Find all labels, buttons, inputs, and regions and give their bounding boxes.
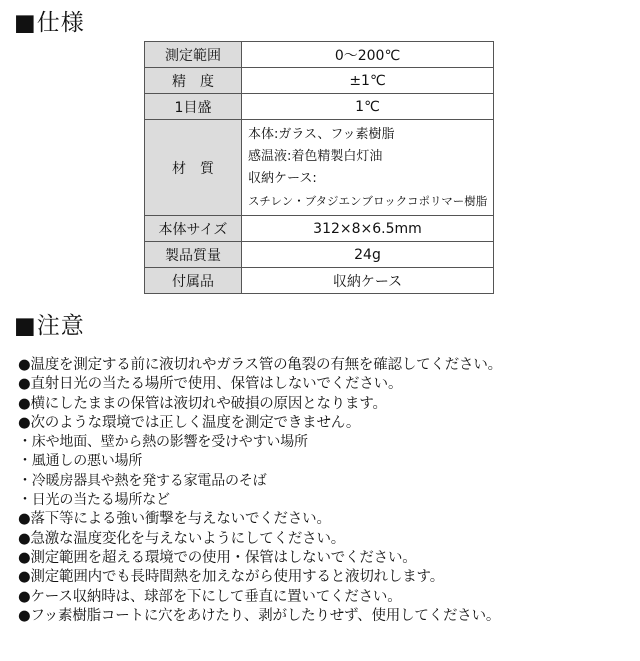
spec-row-size [145,216,494,242]
note-subitem: ・床や地面、壁から熱の影響を受けやすい場所 [18,434,308,451]
note-subitem: ・風通しの悪い場所 [18,453,143,470]
spec-row-accuracy [145,68,494,94]
note-item: ●次のような環境では正しく温度を測定できません。 [18,414,361,431]
spec-table [144,41,494,294]
spec-row-material [145,120,494,216]
spec-value: 1℃ [242,94,494,120]
notes-list [18,356,634,626]
spec-section-title: ■仕様 [14,10,85,36]
note-item: ●温度を測定する前に液切れやガラス管の亀裂の有無を確認してください。 [18,357,502,373]
material-line: 感温液:着色精製白灯油 [248,148,383,164]
spec-label: 付属品 [145,268,242,294]
spec-value: 収納ケース [242,268,494,294]
spec-value: 24g [242,242,494,268]
spec-label: 測定範囲 [145,42,242,68]
note-item: ●ケース収納時は、球部を下にして垂直に置いてください。 [18,588,402,605]
spec-row-scale [145,94,494,120]
material-line: スチレン・ブタジエンブロックコポリマー樹脂 [248,193,488,208]
note-subitem: ・冷暖房器具や熱を発する家電品のそば [18,472,267,489]
spec-label: 材 質 [145,120,242,216]
note-item: ●直射日光の当たる場所で使用、保管はしないでください。 [18,376,403,393]
note-item: ●フッ素樹脂コートに穴をあけたり、剥がしたりせず、使用してください。 [18,607,501,624]
spec-label: 製品質量 [145,242,242,268]
notes-section-title: ■注意 [14,313,85,339]
note-subitem: ・日光の当たる場所など [18,492,170,509]
spec-label: 1目盛 [145,94,242,120]
spec-row-accessory [145,268,494,294]
spec-value: 0～200℃ [242,42,494,68]
note-item: ●横にしたままの保管は液切れや破損の原因となります。 [18,395,387,412]
spec-value: ±1℃ [242,68,494,94]
spec-row-range [145,42,494,68]
material-line: 収納ケース: [248,170,317,186]
spec-label: 本体サイズ [145,216,242,242]
note-item: ●測定範囲内でも長時間熱を加えながら使用すると液切れします。 [18,569,444,586]
spec-value: 312×8×6.5mm [242,216,494,242]
note-item: ●急激な温度変化を与えないようにしてください。 [18,530,346,547]
material-line: 本体:ガラス、フッ素樹脂 [248,126,395,142]
spec-row-weight [145,242,494,268]
spec-value-material [242,120,494,216]
note-item: ●落下等による強い衝撃を与えないでください。 [18,511,331,528]
spec-label: 精 度 [145,68,242,94]
note-item: ●測定範囲を超える環境での使用・保管はしないでください。 [18,549,417,566]
